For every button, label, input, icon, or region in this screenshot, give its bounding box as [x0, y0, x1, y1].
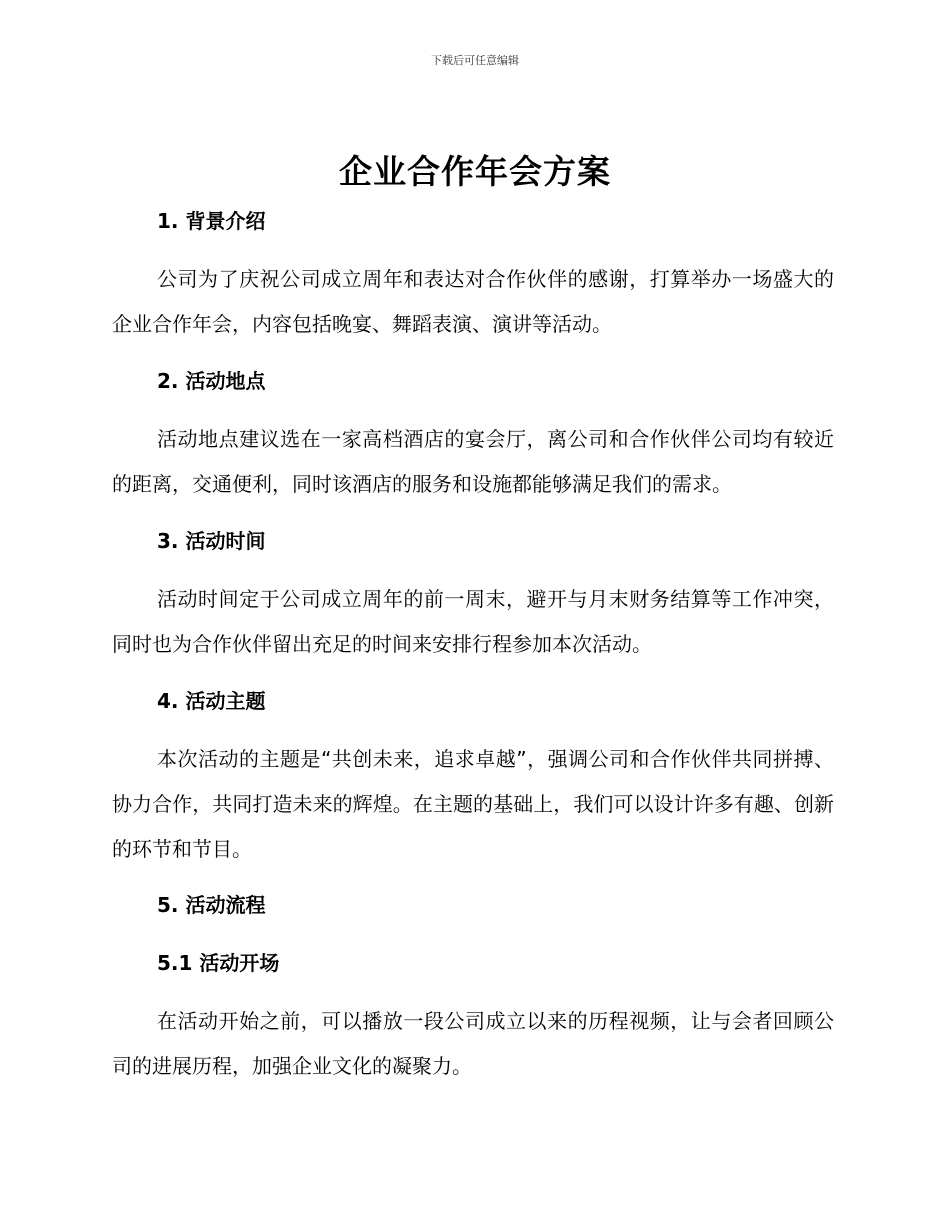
section-paragraph-time: 活动时间定于公司成立周年的前一周末，避开与月末财务结算等工作冲突，同时也为合作伙伴留出充足的时间来安排行程参加本次活动。: [112, 587, 834, 656]
section-paragraph-theme: 本次活动的主题是“共创未来，追求卓越”，强调公司和合作伙伴共同拼搏、协力合作，共同打造未来的辉煌。在主题的基础上，我们可以设计许多有趣、创新的环节和节目。: [112, 747, 834, 861]
section-heading-location: 2. 活动地点: [157, 369, 266, 393]
section-heading-opening: 5.1 活动开场: [157, 951, 280, 975]
section-heading-theme: 4. 活动主题: [157, 689, 266, 713]
document-title: 企业合作年会方案: [339, 152, 611, 191]
section-heading-process: 5. 活动流程: [157, 893, 266, 917]
section-paragraph-background: 公司为了庆祝公司成立周年和表达对合作伙伴的感谢，打算举办一场盛大的企业合作年会，内容包括晚宴、舞蹈表演、演讲等活动。: [112, 267, 834, 336]
section-paragraph-location: 活动地点建议选在一家高档酒店的宴会厅，离公司和合作伙伴公司均有较近的距离，交通便利，同时该酒店的服务和设施都能够满足我们的需求。: [112, 427, 834, 496]
page-header-note: 下载后可任意编辑: [431, 54, 519, 67]
section-heading-time: 3. 活动时间: [157, 529, 266, 553]
section-paragraph-opening: 在活动开始之前，可以播放一段公司成立以来的历程视频，让与会者回顾公司的进展历程，加强企业文化的凝聚力。: [112, 1009, 834, 1078]
section-heading-background: 1. 背景介绍: [157, 209, 266, 233]
